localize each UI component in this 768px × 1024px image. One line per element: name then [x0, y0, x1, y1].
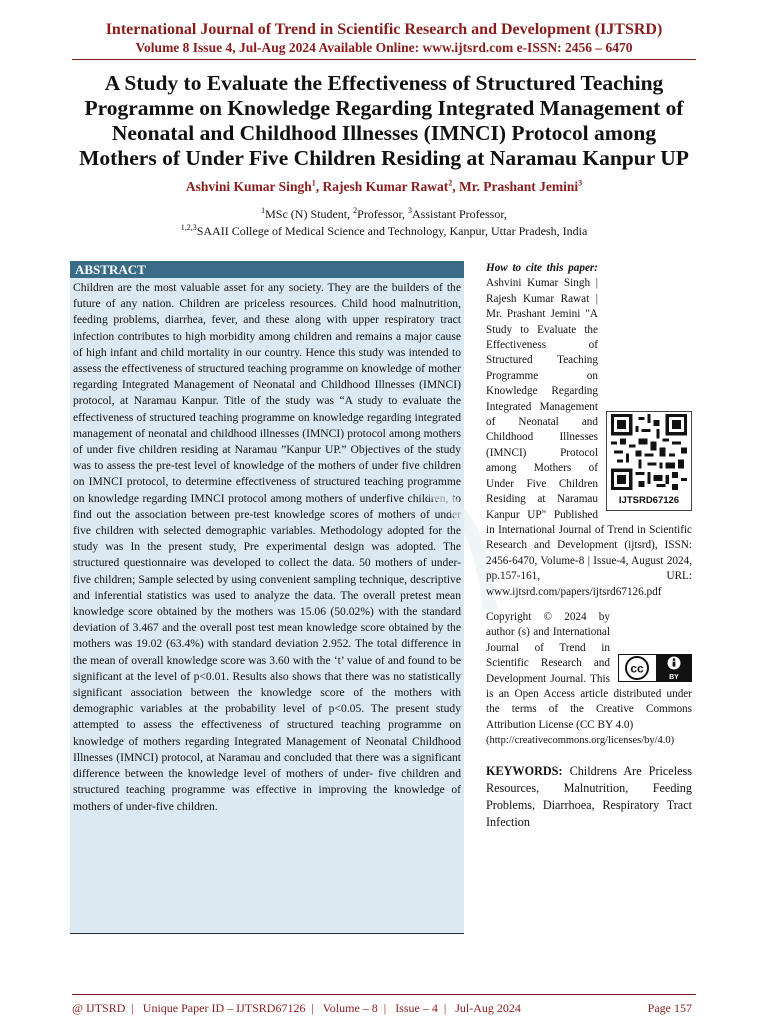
footer-rule [72, 994, 696, 995]
affil-sup: 1 [261, 206, 266, 215]
author-list: Ashvini Kumar Singh$^1$, Rajesh Kumar Rawat$^2$, Mr. Prashant Jemini$^3$ [185, 178, 583, 194]
author-sup: 1 [311, 178, 316, 188]
footer-info: @ IJTSRD | Unique Paper ID – IJTSRD67126 | Volume – 8 | Issue – 4 | Jul-Aug 2024 [72, 1001, 521, 1015]
title-line: Programme on Knowledge Regarding Integrated Management of [84, 96, 684, 120]
copyright-text: Copyright © 2024 by author (s) and International Journal of Trend in Scientific Research and Development Journal. This is an Open Access article distributed under the terms of the Creative Commons Attribution License (CC BY 4.0) [486, 610, 692, 731]
affiliation-roles [0, 207, 768, 222]
keywords-label: KEYWORDS: [486, 763, 563, 778]
volume-line: Volume 8 Issue 4, Jul-Aug 2024 Available Online: www.ijtsrd.com e-ISSN: 2456 – 6470 [135, 40, 633, 55]
affil-role: Assistant Professor, [412, 207, 507, 221]
paper-title [72, 71, 696, 171]
page-number: Page 157 [647, 1001, 692, 1015]
abstract-heading: ABSTRACT [70, 261, 464, 278]
author-name: Mr. Prashant Jemini [458, 179, 579, 194]
affil-sup: 2 [353, 206, 358, 215]
cc-badge-left-text: cc [630, 661, 644, 676]
affil-sup: 3 [408, 206, 412, 215]
qr-paper-id: IJTSRD67126 [618, 495, 680, 506]
keywords-text: Childrens Are Priceless Resources, Malnutrition, Feeding Problems, Diarrhoea, Respiratory Tract Infection [486, 763, 692, 829]
footer-part: @ IJTSRD [72, 1001, 126, 1015]
keywords-block [486, 763, 692, 831]
abstract-box [70, 261, 464, 934]
affiliation-institution [0, 224, 768, 239]
citation-block [486, 261, 692, 600]
license-url[interactable]: (http://creativecommons.org/licenses/by/4.0) [486, 735, 675, 747]
footer-part: Jul-Aug 2024 [455, 1001, 521, 1015]
footer-part: Unique Paper ID – IJTSRD67126 [142, 1001, 306, 1015]
institution-name: SAAII College of Medical Science and Technology, Kanpur, Uttar Pradesh, India [196, 224, 588, 238]
affil-role: MSc (N) Student, [265, 207, 354, 221]
author-name: Ashvini Kumar Singh [185, 179, 312, 194]
title-line: A Study to Evaluate the Effectiveness of Structured Teaching [104, 71, 664, 95]
author-name: Rajesh Kumar Rawat [322, 179, 449, 194]
affil-sup: 1,2,3 [180, 223, 197, 232]
title-line: Mothers of Under Five Children Residing at Naramau Kanpur UP [79, 146, 689, 170]
copyright-block [486, 610, 692, 749]
footer-part: Issue – 4 [395, 1001, 438, 1015]
citation-label: How to cite this paper: [486, 262, 598, 274]
author-sup: 3 [578, 178, 583, 188]
cc-by-license-icon[interactable] [618, 654, 692, 682]
title-line: Neonatal and Childhood Illnesses (IMNCI) Protocol among [111, 121, 657, 145]
footer-part: Volume – 8 [322, 1001, 378, 1015]
affil-role: Professor, [357, 207, 408, 221]
author-sup: 2 [448, 178, 453, 188]
abstract-text: Children are the most valuable asset for any society. They are the builders of the future of any nation. Children are priceless resources. Child hood malnutrition, feeding problems, diarrhea, fever, and these along with upper respiratory tract infection contributes to high morbidity among children and remains a major cause of high infant and child mortality in our country. Hence this study was intended to assess the effectiveness of structured teaching programme on knowledge of mother regarding Integrated Management of Neonatal and Childhood Illnesses (IMNCI) protocol, at Naramau Kanpur. Title of the study was “A study to evaluate the effectiveness of structured teaching programme on knowledge regarding integrated management of neonatal and childhood illnesses (IMNCI) protocol among mothers of under five children residing at Naramau ”Kanpur UP.” Objectives of the study was to assess the pre-test level of knowledge of the mothers of under five children on IMNCI protocol, to determine effectiveness of structured teaching programme on knowledge regarding IMNCI protocol among mothers of underfive children, to find out the association between pre-test knowledge scores of mothers of under five children with selected demographic variables. Methodology adopted for the study was In the present study, Pre experimental design was adopted. The structured questionnaire was developed to collect the data. 50 mothers of under-five children; Sample selected by using convenient sampling technique, descriptive and inferential statistics was used to analyze the data. The overall pretest mean knowledge score obtained by the mothers was 15.06 (50.02%) with the standard deviation of 3.467 and the overall post test mean knowledge score obtained by the mothers was 19.02 (63.4%) with standard deviation 2.952. The total difference in the mean of overall knowledge score was 3.60 with the ‘t’ value of and found to be significant at the level of p<0.01. Results also shows that there was no statistically significant association between the knowledge score of the mothers with demographic variables at the probability level of p<0.05. The present study attempted to assess the effectiveness of structured teaching programme on knowledge of mothers regarding Integrated Management of Neonatal Childhood Illnesses (IMNCI) protocol, at Naramau and concluded that there was a significant difference between the knowledge level of mothers of under- five children and structured teaching programme was effective in improving the knowledge of mothers of under-five children. [73, 281, 461, 813]
qr-code-box[interactable] [606, 411, 692, 511]
cc-badge-right-text: BY [669, 673, 679, 681]
citation-text: Ashvini Kumar Singh | Rajesh Kumar Rawat | Mr. Prashant Jemini "A Study to Evaluate the Effectiveness of Structured Teaching Programme on Knowledge Regarding Integrated Management of Neonatal and Childhood Illnesses (IMNCI) Protocol among Mothers of Under Five Children Residing at Naramau Kanpur UP" Published in International Journal of Trend in Scientific Research and Development (ijtsrd), ISSN: 2456-6470, Volume-8 | Issue-4, August 2024, pp.157-161, URL: www.ijtsrd.com/papers/ijtsrd67126.pdf [486, 277, 692, 598]
journal-name: International Journal of Trend in Scientific Research and Development (IJTSRD) [105, 21, 663, 38]
qr-code-icon [611, 414, 687, 490]
header-rule [72, 59, 696, 60]
right-column [486, 261, 692, 831]
